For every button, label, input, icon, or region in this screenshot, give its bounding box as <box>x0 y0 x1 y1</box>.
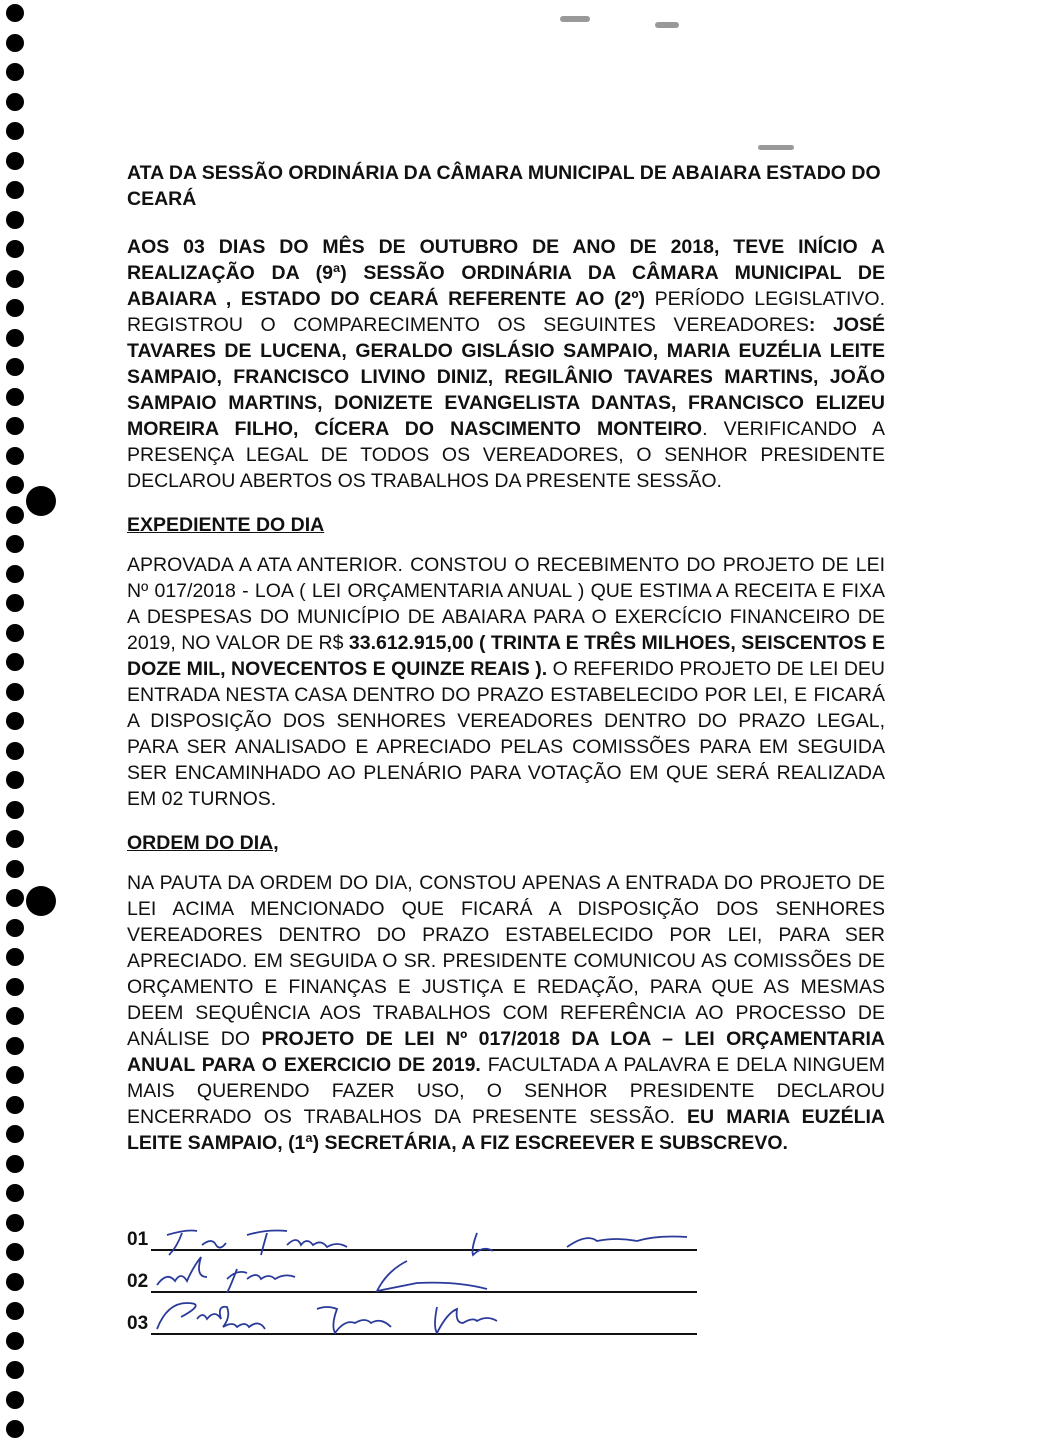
expediente-paragraph <box>127 552 885 812</box>
expediente-text: O REFERIDO PROJETO DE LEI DEU ENTRADA NESTA CASA DENTRO DO PRAZO ESTABELECIDO POR LEI, E FICARÁ A DISPOSIÇÃO DOS SENHORES VEREADORES DENTRO DO PRAZO LEGAL, PARA SER ANALISADO E APRECIADO PELAS COMISSÕES PARA EM SEGUIDA SER ENCAMINHADO AO PLENÁRIO PARA VOTAÇÃO EM QUE SERÁ REALIZADA EM 02 TURNOS. <box>127 658 885 810</box>
scan-smudge <box>655 22 679 28</box>
binder-hole <box>6 240 24 258</box>
binder-hole <box>6 1037 24 1055</box>
binder-hole <box>6 565 24 583</box>
binder-hole <box>6 1332 24 1350</box>
binder-hole-large <box>26 486 56 516</box>
ordem-text: NA PAUTA DA ORDEM DO DIA, CONSTOU APENAS A ENTRADA DO PROJETO DE LEI ACIMA MENCIONADO QUE FICARÁ A DISPOSIÇÃO DOS SENHORES VEREADORES DENTRO DO PRAZO ESTABELECIDO POR LEI, PARA SER APRECIADO. EM SEGUIDA O SR. PRESIDENTE COMUNICOU AS COMISSÕES DE ORÇAMENTO E FINANÇAS E JUSTIÇA E REDAÇÃO, PARA QUE AS MESMAS DEEM SEQUÊNCIA AOS TRABALHOS COM REFERÊNCIA AO PROCESSO DE ANÁLISE DO <box>127 872 885 1050</box>
expediente-text: APROVADA A ATA ANTERIOR. CONSTOU O RECEBIMENTO DO PROJETO DE LEI Nº 017/2018 - LOA ( LEI ORÇAMENTARIA ANUAL ) QUE ESTIMA A RECEITA E FIXA A DESPESAS DO MUNICÍPIO DE ABAIARA PARA O EXERCÍCIO FINANCEIRO DE 2019, NO VALOR DE R$ <box>127 554 885 654</box>
binder-hole <box>6 1096 24 1114</box>
expediente-heading: EXPEDIENTE DO DIA <box>127 514 325 536</box>
binder-hole <box>6 1302 24 1320</box>
councillors-list: : JOSÉ TAVARES DE LUCENA, GERALDO GISLÁSIO SAMPAIO, MARIA EUZÉLIA LEITE SAMPAIO, FRANCISCO LIVINO DINIZ, REGILÂNIO TAVARES MARTINS, JOÃO SAMPAIO MARTINS, DONIZETE EVANGELISTA DANTAS, FRANCISCO ELIZEU MOREIRA FILHO, CÍCERA DO NASCIMENTO MONTEIRO <box>127 314 886 440</box>
binder-hole <box>6 4 24 22</box>
binder-hole <box>6 889 24 907</box>
binder-hole <box>6 712 24 730</box>
binder-hole <box>6 948 24 966</box>
signature-number: 02 <box>127 1271 149 1292</box>
binder-hole <box>6 771 24 789</box>
binder-hole <box>6 653 24 671</box>
binder-hole <box>6 624 24 642</box>
binder-hole <box>6 270 24 288</box>
signature-line-01 <box>127 1225 697 1255</box>
binder-hole <box>6 1125 24 1143</box>
binder-hole <box>6 1243 24 1261</box>
ordem-text: FACULTADA A PALAVRA E DELA NINGUEM MAIS QUERENDO FAZER USO, O SENHOR PRESIDENTE DECLAROU ENCERRADO OS TRABALHOS DA PRESENTE SESSÃO. <box>127 1054 885 1128</box>
binder-hole <box>6 742 24 760</box>
signature-handwriting <box>147 1299 707 1339</box>
intro-text: . VERIFICANDO A PRESENÇA LEGAL DE TODOS OS VEREADORES, O SENHOR PRESIDENTE DECLAROU ABERTOS OS TRABALHOS DA PRESENTE SESSÃO. <box>127 418 885 492</box>
binder-hole <box>6 830 24 848</box>
binder-holes <box>6 0 36 1451</box>
binder-hole <box>6 152 24 170</box>
binder-hole <box>6 1066 24 1084</box>
signature-line-03 <box>127 1309 697 1339</box>
signature-block <box>127 1225 707 1355</box>
binder-hole <box>6 476 24 494</box>
binder-hole-large <box>26 886 56 916</box>
document-title: ATA DA SESSÃO ORDINÁRIA DA CÂMARA MUNICIPAL DE ABAIARA ESTADO DO CEARÁ <box>127 162 881 210</box>
ordem-paragraph <box>127 870 885 1156</box>
binder-hole <box>6 1273 24 1291</box>
binder-hole <box>6 329 24 347</box>
signature-line-02 <box>127 1267 697 1297</box>
binder-hole <box>6 801 24 819</box>
binder-hole <box>6 683 24 701</box>
budget-value: 33.612.915,00 ( TRINTA E TRÊS MILHOES, SEISCENTOS E DOZE MIL, NOVECENTOS E QUINZE REAIS ). <box>127 632 885 680</box>
secretary-statement: EU MARIA EUZÉLIA LEITE SAMPAIO, (1ª) SECRETÁRIA, A FIZ ESCREEVER E SUBSCREVO. <box>127 1106 885 1154</box>
signature-number: 01 <box>127 1229 149 1250</box>
intro-text: PERÍODO LEGISLATIVO. REGISTROU O COMPARECIMENTO OS SEGUINTES VEREADORES <box>127 288 885 336</box>
binder-hole <box>6 417 24 435</box>
binder-hole <box>6 358 24 376</box>
binder-hole <box>6 1391 24 1409</box>
bill-reference: PROJETO DE LEI Nº 017/2018 DA LOA – LEI ORÇAMENTARIA ANUAL PARA O EXERCICIO DE 2019. <box>127 1028 885 1076</box>
signature-handwriting <box>147 1225 707 1259</box>
binder-hole <box>6 919 24 937</box>
binder-hole <box>6 1184 24 1202</box>
minutes-document <box>127 160 885 1156</box>
binder-hole <box>6 122 24 140</box>
binder-hole <box>6 1361 24 1379</box>
binder-hole <box>6 506 24 524</box>
binder-hole <box>6 63 24 81</box>
binder-hole <box>6 535 24 553</box>
scan-smudge <box>560 16 590 22</box>
signature-handwriting <box>147 1255 707 1295</box>
binder-hole <box>6 34 24 52</box>
binder-hole <box>6 447 24 465</box>
scan-smudge <box>758 145 794 150</box>
binder-hole <box>6 1214 24 1232</box>
binder-hole <box>6 1007 24 1025</box>
binder-hole <box>6 93 24 111</box>
binder-hole <box>6 978 24 996</box>
binder-hole <box>6 388 24 406</box>
signature-number: 03 <box>127 1313 149 1334</box>
intro-paragraph <box>127 234 885 494</box>
binder-hole <box>6 211 24 229</box>
ordem-heading: ORDEM DO DIA, <box>127 832 279 854</box>
binder-hole <box>6 594 24 612</box>
intro-text: AOS 03 DIAS DO MÊS DE OUTUBRO DE ANO DE 2018, TEVE INÍCIO A REALIZAÇÃO DA (9ª) SESSÃO ORDINÁRIA DA CÂMARA MUNICIPAL DE ABAIARA , ESTADO DO CEARÁ REFERENTE AO (2º) <box>127 236 885 310</box>
binder-hole <box>6 1155 24 1173</box>
binder-hole <box>6 1420 24 1438</box>
binder-hole <box>6 181 24 199</box>
binder-hole <box>6 860 24 878</box>
binder-hole <box>6 299 24 317</box>
